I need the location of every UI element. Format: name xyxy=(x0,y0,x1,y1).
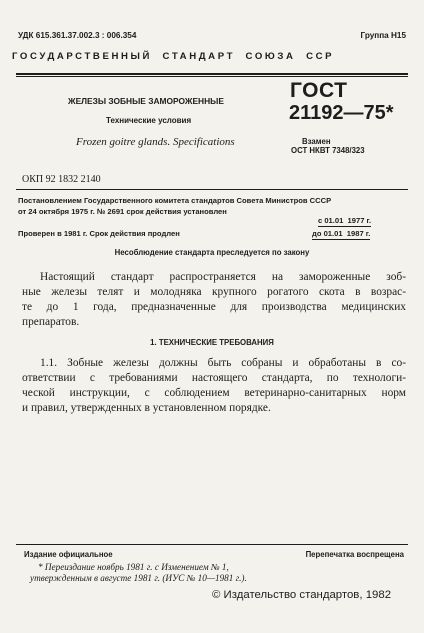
group-code: Группа Н15 xyxy=(360,31,406,40)
replaces-standard: ОСТ НКВТ 7348/323 xyxy=(291,146,365,155)
footnote-line-2: утвержденным в августе 1981 г. (ИУС № 10—1981 г.). xyxy=(30,573,247,583)
document-subtitle: Технические условия xyxy=(106,116,192,125)
intro-line-2: ные железы телят и молодняка крупного рогатого скота в возрас- xyxy=(22,286,406,298)
section-line-1: 1.1. Зобные железы должны быть собраны и обработаны в со- xyxy=(40,357,406,369)
okp-rule xyxy=(16,189,408,190)
reprint-notice: Перепечатка воспрещена xyxy=(305,550,404,559)
legal-notice: Несоблюдение стандарта преследуется по закону xyxy=(114,248,310,257)
footnote-line-1: * Переиздание ноябрь 1981 г. с Изменением № 1, xyxy=(38,562,229,572)
validity-to: до 01.01 1987 г. xyxy=(312,229,371,238)
checked-line: Проверен в 1981 г. Срок действия продлен xyxy=(18,229,180,238)
section-line-3: ческой инструкции, с соблюдением ветеринарно-санитарных норм xyxy=(22,387,406,399)
udk-code: УДК 615.361.37.002.3 : 006.354 xyxy=(18,31,137,40)
replaces-label: Взамен xyxy=(302,137,331,146)
english-title: Frozen goitre glands. Specifications xyxy=(76,136,235,148)
intro-line-4: препаратов. xyxy=(22,316,80,328)
validity-from: с 01.01 1977 г. xyxy=(318,216,372,225)
gost-number: 21192—75* xyxy=(289,102,394,124)
header-rule-thin xyxy=(16,76,408,77)
copyright: © Издательство стандартов, 1982 xyxy=(212,589,392,601)
document-title: ЖЕЛЕЗЫ ЗОБНЫЕ ЗАМОРОЖЕННЫЕ xyxy=(68,96,224,106)
banner: ГОСУДАРСТВЕННЫЙ СТАНДАРТ СОЮЗА ССР xyxy=(12,51,335,62)
decree-line1: Постановлением Государственного комитета стандартов Совета Министров СССР xyxy=(18,196,332,205)
intro-line-1: Настоящий стандарт распространяется на замороженные зоб- xyxy=(40,271,406,283)
gost-label: ГОСТ xyxy=(290,79,348,102)
intro-line-3: те до 1 года, предназначенные для производства медицинских xyxy=(22,301,406,313)
okp-code: ОКП 92 1832 2140 xyxy=(22,174,101,185)
section-line-2: ответствии с требованиями настоящего стандарта, по технологи- xyxy=(22,372,406,384)
header-rule xyxy=(16,73,408,75)
decree-line2: от 24 октября 1975 г. № 2691 срок действия установлен xyxy=(18,207,227,216)
section-line-4: и правил, утвержденных в установленном порядке. xyxy=(22,402,271,414)
section-heading: 1. ТЕХНИЧЕСКИЕ ТРЕБОВАНИЯ xyxy=(150,338,274,347)
footer-rule xyxy=(16,544,408,545)
official-edition: Издание официальное xyxy=(24,550,113,559)
